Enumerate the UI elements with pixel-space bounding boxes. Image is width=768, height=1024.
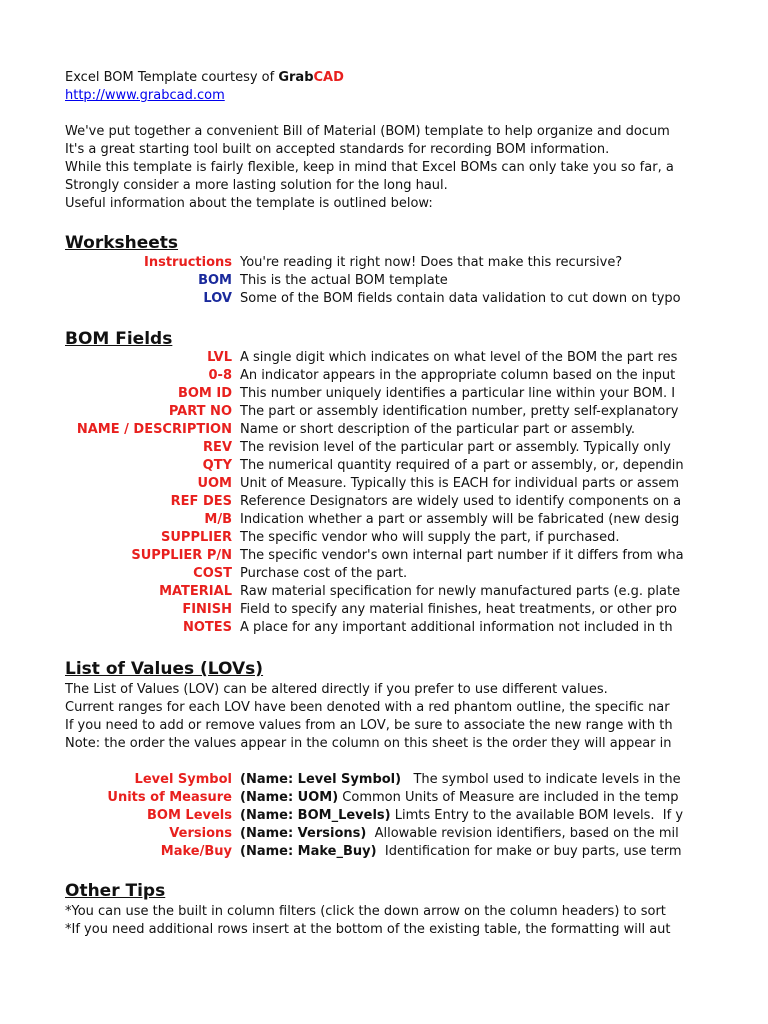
lov-heading: List of Values (LOVs) xyxy=(65,659,264,679)
bom-field-desc: A place for any important additional information not included in th xyxy=(240,620,673,635)
bom-field-desc: Raw material specification for newly manufactured parts (e.g. plate xyxy=(240,584,681,599)
worksheet-row xyxy=(0,272,706,290)
bom-field-desc: Reference Designators are widely used to identify components on a xyxy=(240,494,682,509)
worksheet-desc: Some of the BOM fields contain data validation to cut down on typo xyxy=(240,291,681,306)
bom-field-row xyxy=(0,547,706,565)
lov-line: Current ranges for each LOV have been denoted with a red phantom outline, the specific nar xyxy=(65,700,670,715)
intro-line: Strongly consider a more lasting solution for the long haul. xyxy=(65,178,448,193)
lov-desc-group xyxy=(240,771,681,789)
lov-desc: Limts Entry to the available BOM levels. If y xyxy=(390,808,684,823)
lov-row xyxy=(0,807,706,825)
lov-desc: Allowable revision identifiers, based on the mil xyxy=(366,826,679,841)
bom-field-desc: Name or short description of the particular part or assembly. xyxy=(240,422,635,437)
bom-field-row xyxy=(0,421,706,439)
bom-field-row xyxy=(0,457,706,475)
bom-field-label: SUPPLIER P/N xyxy=(131,548,232,563)
bom-field-desc: The revision level of the particular part or assembly. Typically only xyxy=(240,440,671,455)
lov-label: Level Symbol xyxy=(134,772,232,787)
bom-field-desc: Indication whether a part or assembly will be fabricated (new desig xyxy=(240,512,680,527)
other-tips-heading: Other Tips xyxy=(65,881,166,901)
lov-desc: Identification for make or buy parts, use term xyxy=(376,844,682,859)
bom-field-desc: Field to specify any material finishes, heat treatments, or other pro xyxy=(240,602,677,617)
courtesy-line xyxy=(65,69,344,87)
lov-range-name: (Name: Make_Buy) xyxy=(240,844,377,859)
bom-field-label: SUPPLIER xyxy=(161,530,232,545)
lov-row xyxy=(0,771,706,789)
lov-range-name: (Name: Level Symbol) xyxy=(240,772,402,787)
worksheet-label: LOV xyxy=(203,291,232,306)
bom-field-label: PART NO xyxy=(168,404,232,419)
bom-field-row xyxy=(0,619,706,637)
lov-row xyxy=(0,825,706,843)
intro-line: We've put together a convenient Bill of Material (BOM) template to help organize and docum xyxy=(65,124,670,139)
bom-field-row xyxy=(0,439,706,457)
bom-field-row xyxy=(0,367,706,385)
bom-field-label: COST xyxy=(193,566,232,581)
tip-line: *You can use the built in column filters (click the down arrow on the column headers) to sort xyxy=(65,904,666,919)
worksheet-row xyxy=(0,290,706,308)
lov-line: The List of Values (LOV) can be altered directly if you prefer to use different values. xyxy=(65,682,608,697)
bom-field-label: FINISH xyxy=(182,602,232,617)
worksheet-label: Instructions xyxy=(143,255,232,270)
bom-field-desc: The specific vendor who will supply the part, if purchased. xyxy=(240,530,620,545)
lov-range-name: (Name: BOM_Levels) xyxy=(240,808,391,823)
tip-line: *If you need additional rows insert at the bottom of the existing table, the formatting will aut xyxy=(65,922,671,937)
bom-field-desc: Purchase cost of the part. xyxy=(240,566,408,581)
bom-field-row xyxy=(0,601,706,619)
bom-field-label: REF DES xyxy=(170,494,232,509)
bom-field-desc: This number uniquely identifies a particular line within your BOM. I xyxy=(240,386,676,401)
bom-field-label: REV xyxy=(203,440,232,455)
grabcad-link[interactable]: http://www.grabcad.com xyxy=(65,88,225,103)
bom-field-label: NOTES xyxy=(182,620,232,635)
bom-field-label: M/B xyxy=(204,512,232,527)
courtesy-text: Excel BOM Template courtesy of xyxy=(65,70,279,85)
lov-row xyxy=(0,843,706,861)
lov-desc-group xyxy=(240,825,679,843)
bom-field-label: MATERIAL xyxy=(159,584,232,599)
lov-label: Units of Measure xyxy=(107,790,232,805)
bom-field-label: LVL xyxy=(207,350,232,365)
lov-label: BOM Levels xyxy=(146,808,232,823)
bom-field-label: BOM ID xyxy=(177,386,232,401)
bom-field-row xyxy=(0,385,706,403)
lov-range-name: (Name: UOM) xyxy=(240,790,339,805)
lov-desc: The symbol used to indicate levels in the xyxy=(401,772,681,787)
bom-field-row xyxy=(0,403,706,421)
bom-field-desc: Unit of Measure. Typically this is EACH for individual parts or assem xyxy=(240,476,680,491)
intro-line: While this template is fairly flexible, keep in mind that Excel BOMs can only take you so far, a xyxy=(65,160,674,175)
worksheet-desc: This is the actual BOM template xyxy=(240,273,448,288)
lov-line: If you need to add or remove values from an LOV, be sure to associate the new range with th xyxy=(65,718,673,733)
bom-field-row xyxy=(0,511,706,529)
lov-desc-group xyxy=(240,843,682,861)
lov-row xyxy=(0,789,706,807)
bom-field-row xyxy=(0,349,706,367)
brand-cad: CAD xyxy=(313,70,344,85)
lov-range-name: (Name: Versions) xyxy=(240,826,367,841)
bom-field-row xyxy=(0,475,706,493)
bom-field-label: 0-8 xyxy=(208,368,232,383)
bom-field-desc: The specific vendor's own internal part number if it differs from wha xyxy=(240,548,684,563)
lov-label: Versions xyxy=(169,826,232,841)
brand-grab: Grab xyxy=(278,70,314,85)
lov-desc-group xyxy=(240,789,679,807)
bom-field-row xyxy=(0,493,706,511)
bom-field-label: QTY xyxy=(202,458,232,473)
bom-fields-heading: BOM Fields xyxy=(65,329,173,349)
bom-field-desc: A single digit which indicates on what level of the BOM the part res xyxy=(240,350,678,365)
bom-field-desc: The numerical quantity required of a part or assembly, or, dependin xyxy=(240,458,684,473)
bom-field-row xyxy=(0,529,706,547)
lov-line: Note: the order the values appear in the column on this sheet is the order they will appear in xyxy=(65,736,672,751)
bom-field-desc: The part or assembly identification number, pretty self-explanatory xyxy=(240,404,679,419)
worksheet-row xyxy=(0,254,706,272)
worksheet-desc: You're reading it right now! Does that make this recursive? xyxy=(240,255,623,270)
intro-line: Useful information about the template is outlined below: xyxy=(65,196,433,211)
lov-desc-group xyxy=(240,807,683,825)
bom-field-row xyxy=(0,583,706,601)
worksheet-label: BOM xyxy=(198,273,232,288)
bom-field-desc: An indicator appears in the appropriate column based on the input xyxy=(240,368,676,383)
lov-desc: Common Units of Measure are included in the temp xyxy=(338,790,679,805)
bom-field-row xyxy=(0,565,706,583)
lov-label: Make/Buy xyxy=(160,844,232,859)
bom-field-label: UOM xyxy=(197,476,232,491)
intro-line: It's a great starting tool built on accepted standards for recording BOM information. xyxy=(65,142,610,157)
bom-field-label: NAME / DESCRIPTION xyxy=(76,422,232,437)
worksheets-heading: Worksheets xyxy=(65,233,179,253)
